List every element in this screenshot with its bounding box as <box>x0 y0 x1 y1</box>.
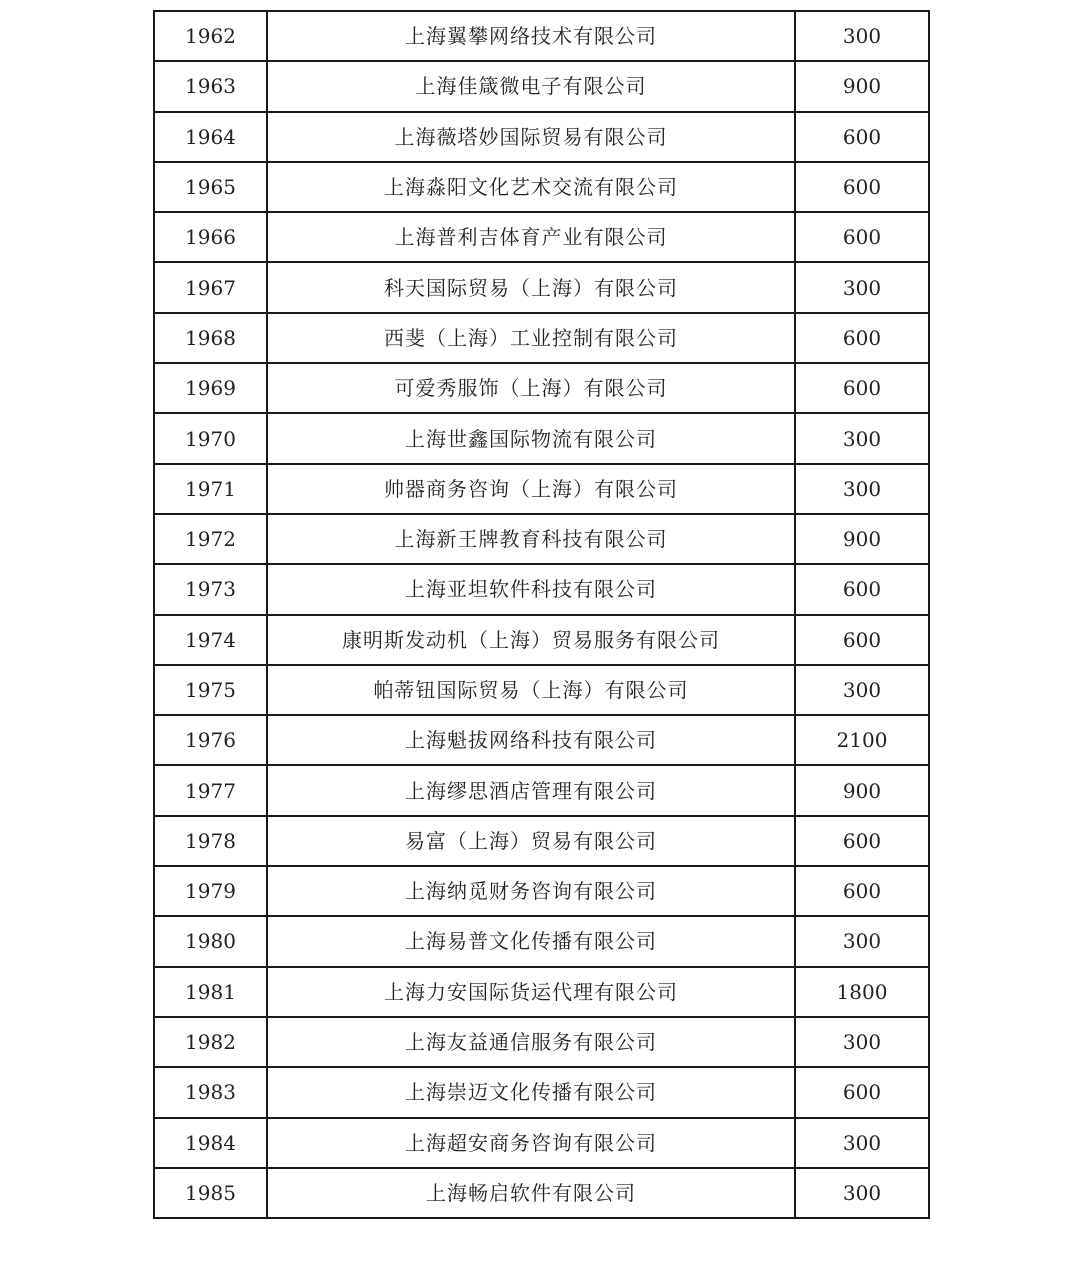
row-number: 1968 <box>154 313 267 363</box>
table-row <box>154 866 929 916</box>
amount: 600 <box>795 615 929 665</box>
amount: 1800 <box>795 967 929 1017</box>
company-name: 上海魁拔网络科技有限公司 <box>267 715 795 765</box>
amount: 300 <box>795 665 929 715</box>
company-name: 可爱秀服饰（上海）有限公司 <box>267 363 795 413</box>
amount: 600 <box>795 162 929 212</box>
table-row <box>154 61 929 111</box>
row-number: 1966 <box>154 212 267 262</box>
row-number: 1970 <box>154 413 267 463</box>
row-number: 1982 <box>154 1017 267 1067</box>
company-name: 帅器商务咨询（上海）有限公司 <box>267 464 795 514</box>
amount: 300 <box>795 464 929 514</box>
row-number: 1985 <box>154 1168 267 1218</box>
table-row <box>154 916 929 966</box>
company-name: 易富（上海）贸易有限公司 <box>267 816 795 866</box>
table-row <box>154 665 929 715</box>
row-number: 1974 <box>154 615 267 665</box>
amount: 600 <box>795 112 929 162</box>
row-number: 1983 <box>154 1067 267 1117</box>
row-number: 1975 <box>154 665 267 715</box>
table-row <box>154 464 929 514</box>
company-table-body <box>154 11 929 1218</box>
table-row <box>154 1118 929 1168</box>
company-name: 上海薇塔妙国际贸易有限公司 <box>267 112 795 162</box>
company-name: 上海崇迈文化传播有限公司 <box>267 1067 795 1117</box>
amount: 300 <box>795 1118 929 1168</box>
amount: 900 <box>795 514 929 564</box>
company-name: 科天国际贸易（上海）有限公司 <box>267 262 795 312</box>
table-row <box>154 1017 929 1067</box>
amount: 300 <box>795 11 929 61</box>
table-row <box>154 1168 929 1218</box>
company-name: 上海亚坦软件科技有限公司 <box>267 564 795 614</box>
company-name: 上海淼阳文化艺术交流有限公司 <box>267 162 795 212</box>
row-number: 1980 <box>154 916 267 966</box>
company-name: 上海新王牌教育科技有限公司 <box>267 514 795 564</box>
row-number: 1977 <box>154 765 267 815</box>
table-row <box>154 715 929 765</box>
amount: 600 <box>795 816 929 866</box>
amount: 300 <box>795 1168 929 1218</box>
row-number: 1972 <box>154 514 267 564</box>
amount: 600 <box>795 212 929 262</box>
table-row <box>154 363 929 413</box>
company-name: 上海世鑫国际物流有限公司 <box>267 413 795 463</box>
amount: 300 <box>795 413 929 463</box>
row-number: 1965 <box>154 162 267 212</box>
row-number: 1969 <box>154 363 267 413</box>
table-row <box>154 1067 929 1117</box>
table-row <box>154 514 929 564</box>
amount: 900 <box>795 765 929 815</box>
row-number: 1981 <box>154 967 267 1017</box>
table-row <box>154 313 929 363</box>
company-name: 上海超安商务咨询有限公司 <box>267 1118 795 1168</box>
company-name: 上海易普文化传播有限公司 <box>267 916 795 966</box>
amount: 300 <box>795 1017 929 1067</box>
company-name: 帕蒂钮国际贸易（上海）有限公司 <box>267 665 795 715</box>
table-row <box>154 816 929 866</box>
table-row <box>154 967 929 1017</box>
amount: 600 <box>795 363 929 413</box>
amount: 2100 <box>795 715 929 765</box>
row-number: 1973 <box>154 564 267 614</box>
table-row <box>154 413 929 463</box>
company-name: 上海翼攀网络技术有限公司 <box>267 11 795 61</box>
table-row <box>154 162 929 212</box>
amount: 600 <box>795 313 929 363</box>
row-number: 1964 <box>154 112 267 162</box>
company-name: 西斐（上海）工业控制有限公司 <box>267 313 795 363</box>
company-name: 上海缪思酒店管理有限公司 <box>267 765 795 815</box>
company-name: 上海佳箴微电子有限公司 <box>267 61 795 111</box>
table-row <box>154 11 929 61</box>
row-number: 1978 <box>154 816 267 866</box>
company-table-container <box>153 10 928 1219</box>
amount: 600 <box>795 564 929 614</box>
table-row <box>154 112 929 162</box>
company-name: 上海普利吉体育产业有限公司 <box>267 212 795 262</box>
company-name: 康明斯发动机（上海）贸易服务有限公司 <box>267 615 795 665</box>
amount: 600 <box>795 1067 929 1117</box>
row-number: 1979 <box>154 866 267 916</box>
company-name: 上海畅启软件有限公司 <box>267 1168 795 1218</box>
company-name: 上海力安国际货运代理有限公司 <box>267 967 795 1017</box>
company-name: 上海友益通信服务有限公司 <box>267 1017 795 1067</box>
company-table <box>153 10 930 1219</box>
amount: 300 <box>795 916 929 966</box>
amount: 900 <box>795 61 929 111</box>
company-name: 上海纳觅财务咨询有限公司 <box>267 866 795 916</box>
row-number: 1963 <box>154 61 267 111</box>
table-row <box>154 765 929 815</box>
row-number: 1976 <box>154 715 267 765</box>
table-row <box>154 564 929 614</box>
table-row <box>154 615 929 665</box>
table-row <box>154 212 929 262</box>
amount: 300 <box>795 262 929 312</box>
table-row <box>154 262 929 312</box>
row-number: 1962 <box>154 11 267 61</box>
row-number: 1971 <box>154 464 267 514</box>
amount: 600 <box>795 866 929 916</box>
row-number: 1967 <box>154 262 267 312</box>
row-number: 1984 <box>154 1118 267 1168</box>
